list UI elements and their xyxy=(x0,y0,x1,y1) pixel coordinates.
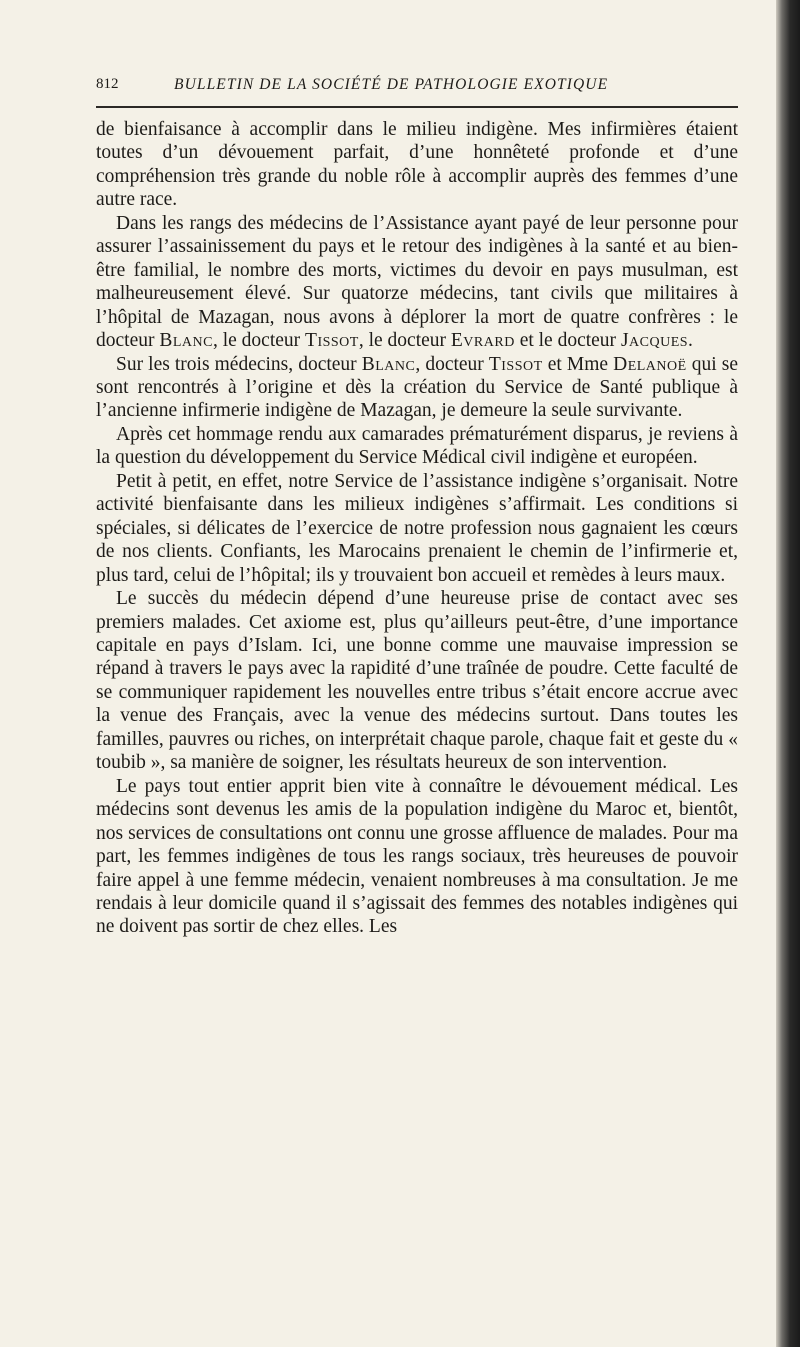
person-name: Jacques xyxy=(620,330,689,352)
person-name: Tissot xyxy=(305,330,359,352)
running-title: BULLETIN DE LA SOCIÉTÉ DE PATHOLOGIE EXOTIQUE xyxy=(174,76,609,93)
text-span: . xyxy=(688,330,693,352)
page-header xyxy=(94,74,736,100)
paragraph: Petit à petit, en effet, notre Service de l’assistance indigène s’organisait. Notre activité bienfaisante dans les milieux indigènes s’affirmait. Les conditions si spéciales, si délicates de l’exercice de notre profession nous gagnaient les cœurs de nos clients. Confiants, les Marocains prenaient le chemin de l’infirmerie et, plus tard, celui de l’hôpital; ils y trouvaient bon accueil et remèdes à leurs maux. xyxy=(96,470,738,586)
person-name: Delanoë xyxy=(613,353,687,375)
page-number: 812 xyxy=(96,76,119,92)
text-span: Dans les rangs des médecins de l’Assistance ayant payé de leur personne pour assurer l’assainissement du pays et le retour des indigènes à la santé et au bien-être familial, le nombre des morts, victimes du devoir en pays musulman, est malheureusement élevé. Sur quatorze médecins, tant civils que militaires à l’hôpital de Mazagan, nous avons à déplorer la mort de quatre confrères : le docteur xyxy=(96,212,738,352)
text-span: , le docteur xyxy=(212,330,306,352)
person-name: Blanc xyxy=(361,353,416,375)
body-text xyxy=(96,118,738,939)
paragraph: Le pays tout entier apprit bien vite à connaître le dévouement médical. Les médecins sont devenus les amis de la population indigène du Maroc et, bientôt, nos services de consultations ont connu une grosse affluence de malades. Pour ma part, les femmes indigènes de tous les rangs sociaux, très heureuses de pouvoir faire appel à une femme médecin, venaient nombreuses à ma consultation. Je me rendais à leur domicile quand il s’agissait des femmes des notables indigènes qui ne doivent pas sortir de chez elles. Les xyxy=(96,775,738,938)
paragraph xyxy=(96,212,738,353)
person-name: Blanc xyxy=(159,330,213,352)
paragraph xyxy=(96,353,738,423)
text-span: et le docteur xyxy=(514,330,621,352)
text-span: qui se sont rencontrés à l’origine et dès la création du Service de Santé publique à l’ancienne infirmerie indigène de Mazagan, je demeure la seule survivante. xyxy=(96,353,738,422)
text-span: Sur les trois médecins, docteur xyxy=(116,353,362,375)
text-span: , docteur xyxy=(415,353,489,375)
header-rule xyxy=(96,106,738,108)
person-name: Evrard xyxy=(450,330,515,352)
paragraph: de bienfaisance à accomplir dans le milieu indigène. Mes infirmières étaient toutes d’un dévouement parfait, d’une honnêteté profonde et d’une compréhension très grande du noble rôle à accomplir auprès des femmes d’une autre race. xyxy=(96,119,738,211)
text-span: et Mme xyxy=(542,353,614,375)
paragraph: Le succès du médecin dépend d’une heureuse prise de contact avec ses premiers malades. Cet axiome est, plus qu’ailleurs peut-être, d’une importance capitale en pays d’Islam. Ici, une bonne comme une mauvaise impression se répand à travers le pays avec la rapidité d’une traînée de poudre. Cette faculté de se communiquer rapidement les nouvelles entre tribus s’était encore accrue avec la venue des Français, avec la venue des médecins surtout. Dans toutes les familles, pauvres ou riches, on interprétait chaque parole, chaque fait et geste du « toubib », sa manière de soigner, les résultats heureux de son intervention. xyxy=(96,588,738,774)
paragraph: Après cet hommage rendu aux camarades prématurément disparus, je reviens à la question du développement du Service Médical civil indigène et européen. xyxy=(96,423,738,469)
page-edge-shadow xyxy=(776,0,800,1347)
person-name: Tissot xyxy=(488,353,543,375)
text-span: , le docteur xyxy=(358,330,451,352)
